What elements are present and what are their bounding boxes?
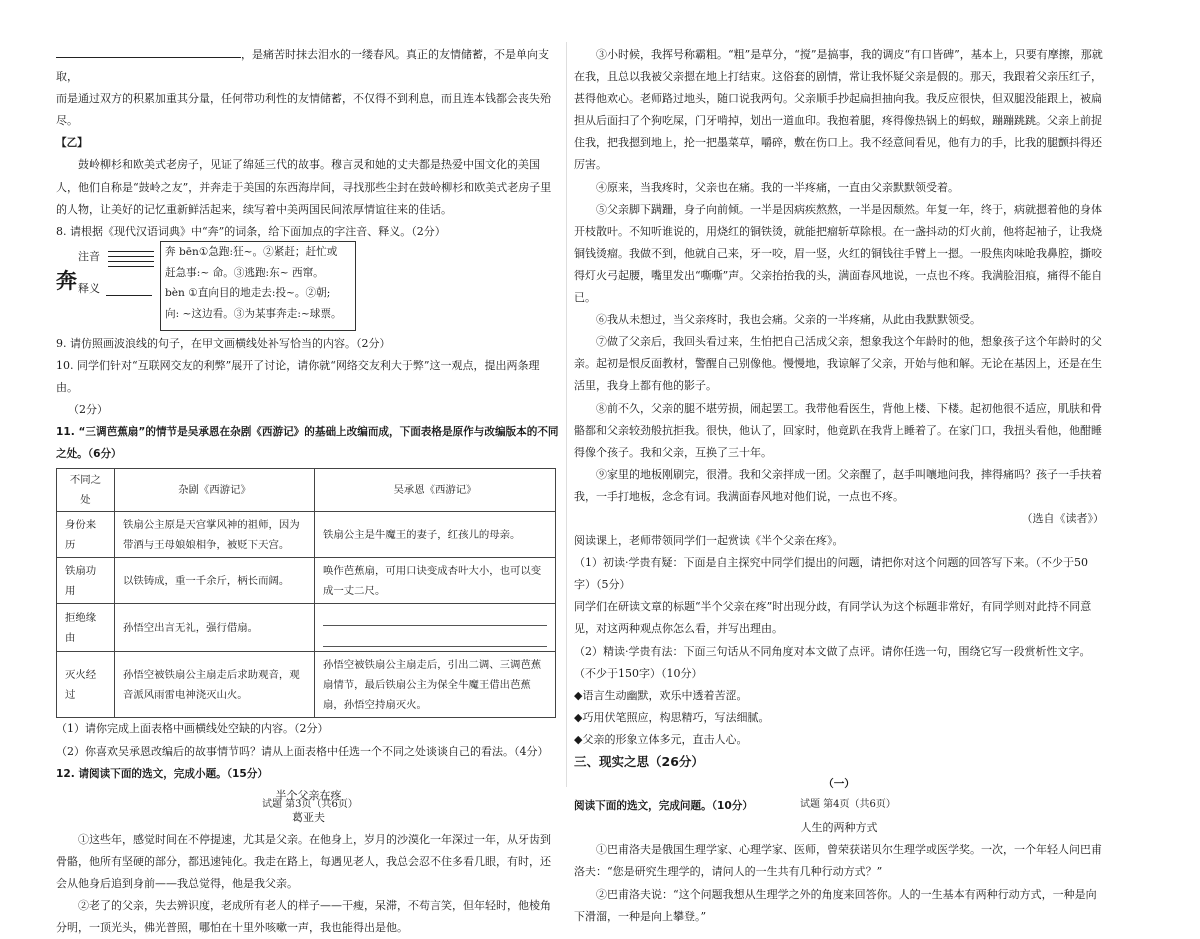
table-row: 身份来历 铁扇公主原是天宫掌风神的祖师，因为带酒与王母娘娘相争，被贬下天宫。 铁扇公主是牛魔王的妻子，红孩儿的母亲。 — [57, 512, 556, 558]
page-footer-left: 试题 第3页（共6页） — [262, 799, 358, 810]
table-row: 灭火经过 孙悟空被铁扇公主扇走后求助观音，观音派风雨雷电神浇灭山火。 孙悟空被铁扇公主扇走后，引出二调、三调芭蕉扇情节，最后铁扇公主为保全牛魔王借出芭蕉扇，孙悟空持扇灭火。 — [57, 652, 556, 718]
question-8: 8. 请根据《现代汉语词典》中“奔”的词条，给下面加点的字注音、释义。（2分） — [56, 224, 446, 238]
column-divider — [566, 42, 567, 787]
question-11-2: （2）你喜欢吴承恩改编后的故事情节吗？请从上面表格中任选一个不同之处谈谈自己的看法。（4分） — [56, 744, 549, 758]
question-11-1: （1）请你完成上面表格中画横线处空缺的内容。（2分） — [56, 722, 329, 736]
subquestion-1-text: 同学们在研读文章的标题“半个父亲在疼”时出现分歧，有同学认为这个标题非常好，有同学则对此持不同意见，对这两种观点你怎么看，并写出理由。 — [574, 600, 1092, 636]
fill-blank-line — [56, 46, 241, 58]
section-label-yi: 【乙】 — [56, 137, 88, 150]
table-answer-cell[interactable] — [315, 604, 556, 652]
passage-yi: 鼓岭柳杉和欧美式老房子，见证了绵延三代的故事。穆言灵和她的丈夫都是热爱中国文化的美国人，他们自称是“鼓岭之友”，并奔走于美国的东西海岸间，寻找那些尘封在鼓岭柳杉和欧美式老房子里的人物，让美好的记忆重新鲜活起来，续写着中美两国民间浓厚情谊往来的佳话。 — [56, 158, 552, 216]
essay-paragraph-1: ①这些年，感觉时间在不停提速，尤其是父亲。在他身上，岁月的沙漠化一年深过一年，从牙齿到骨骼，他所有坚硬的部分，都迅速钝化。我走在路上，每遇见老人，我总会忍不住多看几眼，有时，还会从他身后追到身前——我总觉得，他是我父亲。 — [56, 832, 551, 891]
question-12: 12. 请阅读下面的选文，完成小题。（15分） — [56, 767, 268, 780]
question-10-score: （2分） — [68, 403, 108, 417]
comparison-table — [56, 468, 556, 718]
reading-intro: 阅读课上，老师带领同学们一起赏读《半个父亲在疼》。 — [574, 534, 844, 548]
article-title: 人生的两种方式 — [800, 821, 878, 835]
bullet-item: ◆巧用伏笔照应，构思精巧，写法细腻。 — [574, 710, 770, 724]
subquestion-1: （1）初读·学贵有疑：下面是自主探究中同学们提出的问题，请把你对这个问题的回答写下来。（不少于50字）（5分） — [574, 556, 1088, 592]
essay-source: （选自《读者》） — [1021, 511, 1104, 525]
article-paragraph-2: ②巴甫洛夫说：“这个问题我想从生理学之外的角度来回答你。人的一生基本有两种行动方式，一种是向下滑溜，一种是向上攀登。” — [574, 887, 1097, 923]
table-header-row: 不同之处 杂剧《西游记》 吴承恩《西游记》 — [57, 469, 556, 512]
essay-paragraph-6: ⑥我从未想过，当父亲疼时，我也会痛。父亲的一半疼痛，从此由我默默领受。 — [596, 313, 981, 327]
answer-line[interactable] — [323, 608, 547, 626]
essay-paragraph-8: ⑧前不久，父亲的腿不堪劳损，闹起罢工。我带他看医生，背他上楼、下楼。起初他很不适应，肌肤和骨骼都和父亲较劲般抗拒我。很快，他认了，回家时，他竟趴在我背上睡着了。在家门口，我扭头看他，他酣睡得像个孩子。我和父亲，互换了三十年。 — [574, 401, 1102, 459]
part-heading: （一） — [823, 778, 855, 791]
table-row: 铁扇功用 以铁铸成，重一千余斤，柄长而阔。 唤作芭蕉扇，可用口诀变成杏叶大小，也可以变成一丈二尺。 — [57, 558, 556, 604]
bullet-item: ◆语言生动幽默，欢乐中透着苦涩。 — [574, 688, 748, 702]
definition-answer-line[interactable] — [106, 295, 152, 296]
part-question: 阅读下面的选文，完成问题。（10分） — [574, 800, 753, 813]
question-9: 9. 请仿照画波浪线的句子，在甲文画横线处补写恰当的内容。（2分） — [56, 336, 391, 350]
subquestion-2: （2）精读·学贵有法：下面三句话从不同角度对本文做了点评。请你任选一句，围绕它写一段赏析性文字。（不少于150字）（10分） — [574, 644, 1091, 680]
article-paragraph-1: ①巴甫洛夫是俄国生理学家、心理学家、医师，曾荣获诺贝尔生理学或医学奖。一次，一个年轻人问巴甫洛夫：“您是研究生理学的，请问人的一生共有几种行动方式？” — [574, 843, 1102, 879]
passage-text: 而是通过双方的积累加重其分量，任何带功利性的友情储蓄，不仅得不到利息，而且连本钱都会丧失殆尽。 — [56, 92, 551, 128]
question-11: 11. “三调芭蕉扇”的情节是吴承恩在杂剧《西游记》的基础上改编而成，下面表格是原作与改编版本的不同之处。（6分） — [56, 426, 559, 461]
essay-paragraph-5: ⑤父亲脚下蹒跚，身子向前倾。一半是因病疾熬熬，一半是因颓然。年复一年，终于，病就摁着他的身体开枝散叶。不知听谁说的，用烧红的铜铁烫，就能把瘤斩草除根。在一盏抖动的灯火前，他将起袖子，让我烧铜钱烫瘤。我做不到，他就自己来，牙一咬，眉一竖，火红的铜钱往手臂上一摁。一股焦肉味呛我鼻腔，撕咬得灯火弓起腰，嘴里发出“嘶嘶”声。父亲抬抬我的头，满面春风地说，一点也不疼。我满脸泪痕，痛得不能自已。 — [574, 202, 1103, 305]
essay-paragraph-2: ②老了的父亲，失去辨识度，老成所有老人的样子——干瘦，呆滞，不苟言笑，但年轻时，他棱角分明，一顶光头，佛光普照，哪怕在十里外咳嗽一声，我也能得出是他。 — [56, 899, 551, 935]
dictionary-entry: 奔 bēn①急跑:狂~。②紧赶；赶忙或 赶急事:~ 命。③逃跑:东~ 西窜。 bèn ①直向目的地走去:投~。②朝; 向: ~这边看。③为某事奔走:~球票。 — [160, 241, 356, 331]
section-heading: 三、现实之思（26分） — [574, 754, 704, 769]
pronunciation-answer-line[interactable] — [108, 251, 154, 252]
dictionary-box — [56, 245, 561, 331]
pronunciation-label: 注音 — [78, 249, 100, 263]
answer-line[interactable] — [323, 629, 547, 647]
dictionary-character: 奔 — [56, 267, 77, 293]
essay-paragraph-3: ③小时候，我挥号称霸粗。“粗”是草分，“搅”是搞事，我的调皮“有口皆碑”，基本上，只要有摩擦，那就在我，且总以我被父亲摁在地上打结束。这俗套的剧情，常让我怀疑父亲是假的。那天，我跟着父亲压红子，甚得他欢心。老师路过地头，随口说我两句。父亲顺手抄起扁担抽向我。我反应很快，但双腿没能跟上，被扁担从后面扫了个狗吃屎，门牙啃掉，划出一道血印。我抱着腿，疼得像热锅上的蚂蚁，蹦蹦跳跳。父亲上前捉住我，把我摁到地上，抡一把墨菜草，嚼碎，敷在伤口上。我不经意间看见，他有力的手，比我的腿颤抖得还厉害。 — [574, 48, 1103, 172]
table-row: 拒绝缘由 孙悟空出言无礼，强行借扇。 — [57, 604, 556, 652]
question-10: 10. 同学们针对“互联网交友的利弊”展开了讨论，请你就“网络交友利大于弊”这一观点，提出两条理由。 — [56, 358, 540, 395]
bullet-item: ◆父亲的形象立体多元，直击人心。 — [574, 732, 748, 746]
essay-paragraph-7: ⑦做了父亲后，我回头看过来，生怕把自己活成父亲，想象我这个年龄时的他，想象孩子这个年龄时的父亲。起初是恨反面教材，警醒自己别像他。慢慢地，我谅解了父亲，开始与他和解。无论在基因上，还是在生活里，我身上都有他的影子。 — [574, 335, 1102, 393]
definition-label: 释义 — [78, 281, 100, 295]
essay-paragraph-9: ⑨家里的地板刚刷完，很滑。我和父亲拌成一团。父亲醒了，赵手叫嚷地问我，摔得痛吗？孩子一手扶着我，一手打地板，念念有词。我满面春风地对他们说，一点也不疼。 — [574, 467, 1102, 503]
page-footer-right: 试题 第4页（共6页） — [800, 799, 896, 810]
essay-author: 葛亚夫 — [292, 810, 325, 824]
essay-title: 半个父亲在疼 — [275, 788, 342, 802]
passage-continuation: ，是痛苦时抹去泪水的一缕春风。真正的友情储蓄，不是单向支取， — [56, 48, 549, 84]
essay-paragraph-4: ④原来，当我疼时，父亲也在痛。我的一半疼痛，一直由父亲默默领受着。 — [596, 180, 959, 194]
